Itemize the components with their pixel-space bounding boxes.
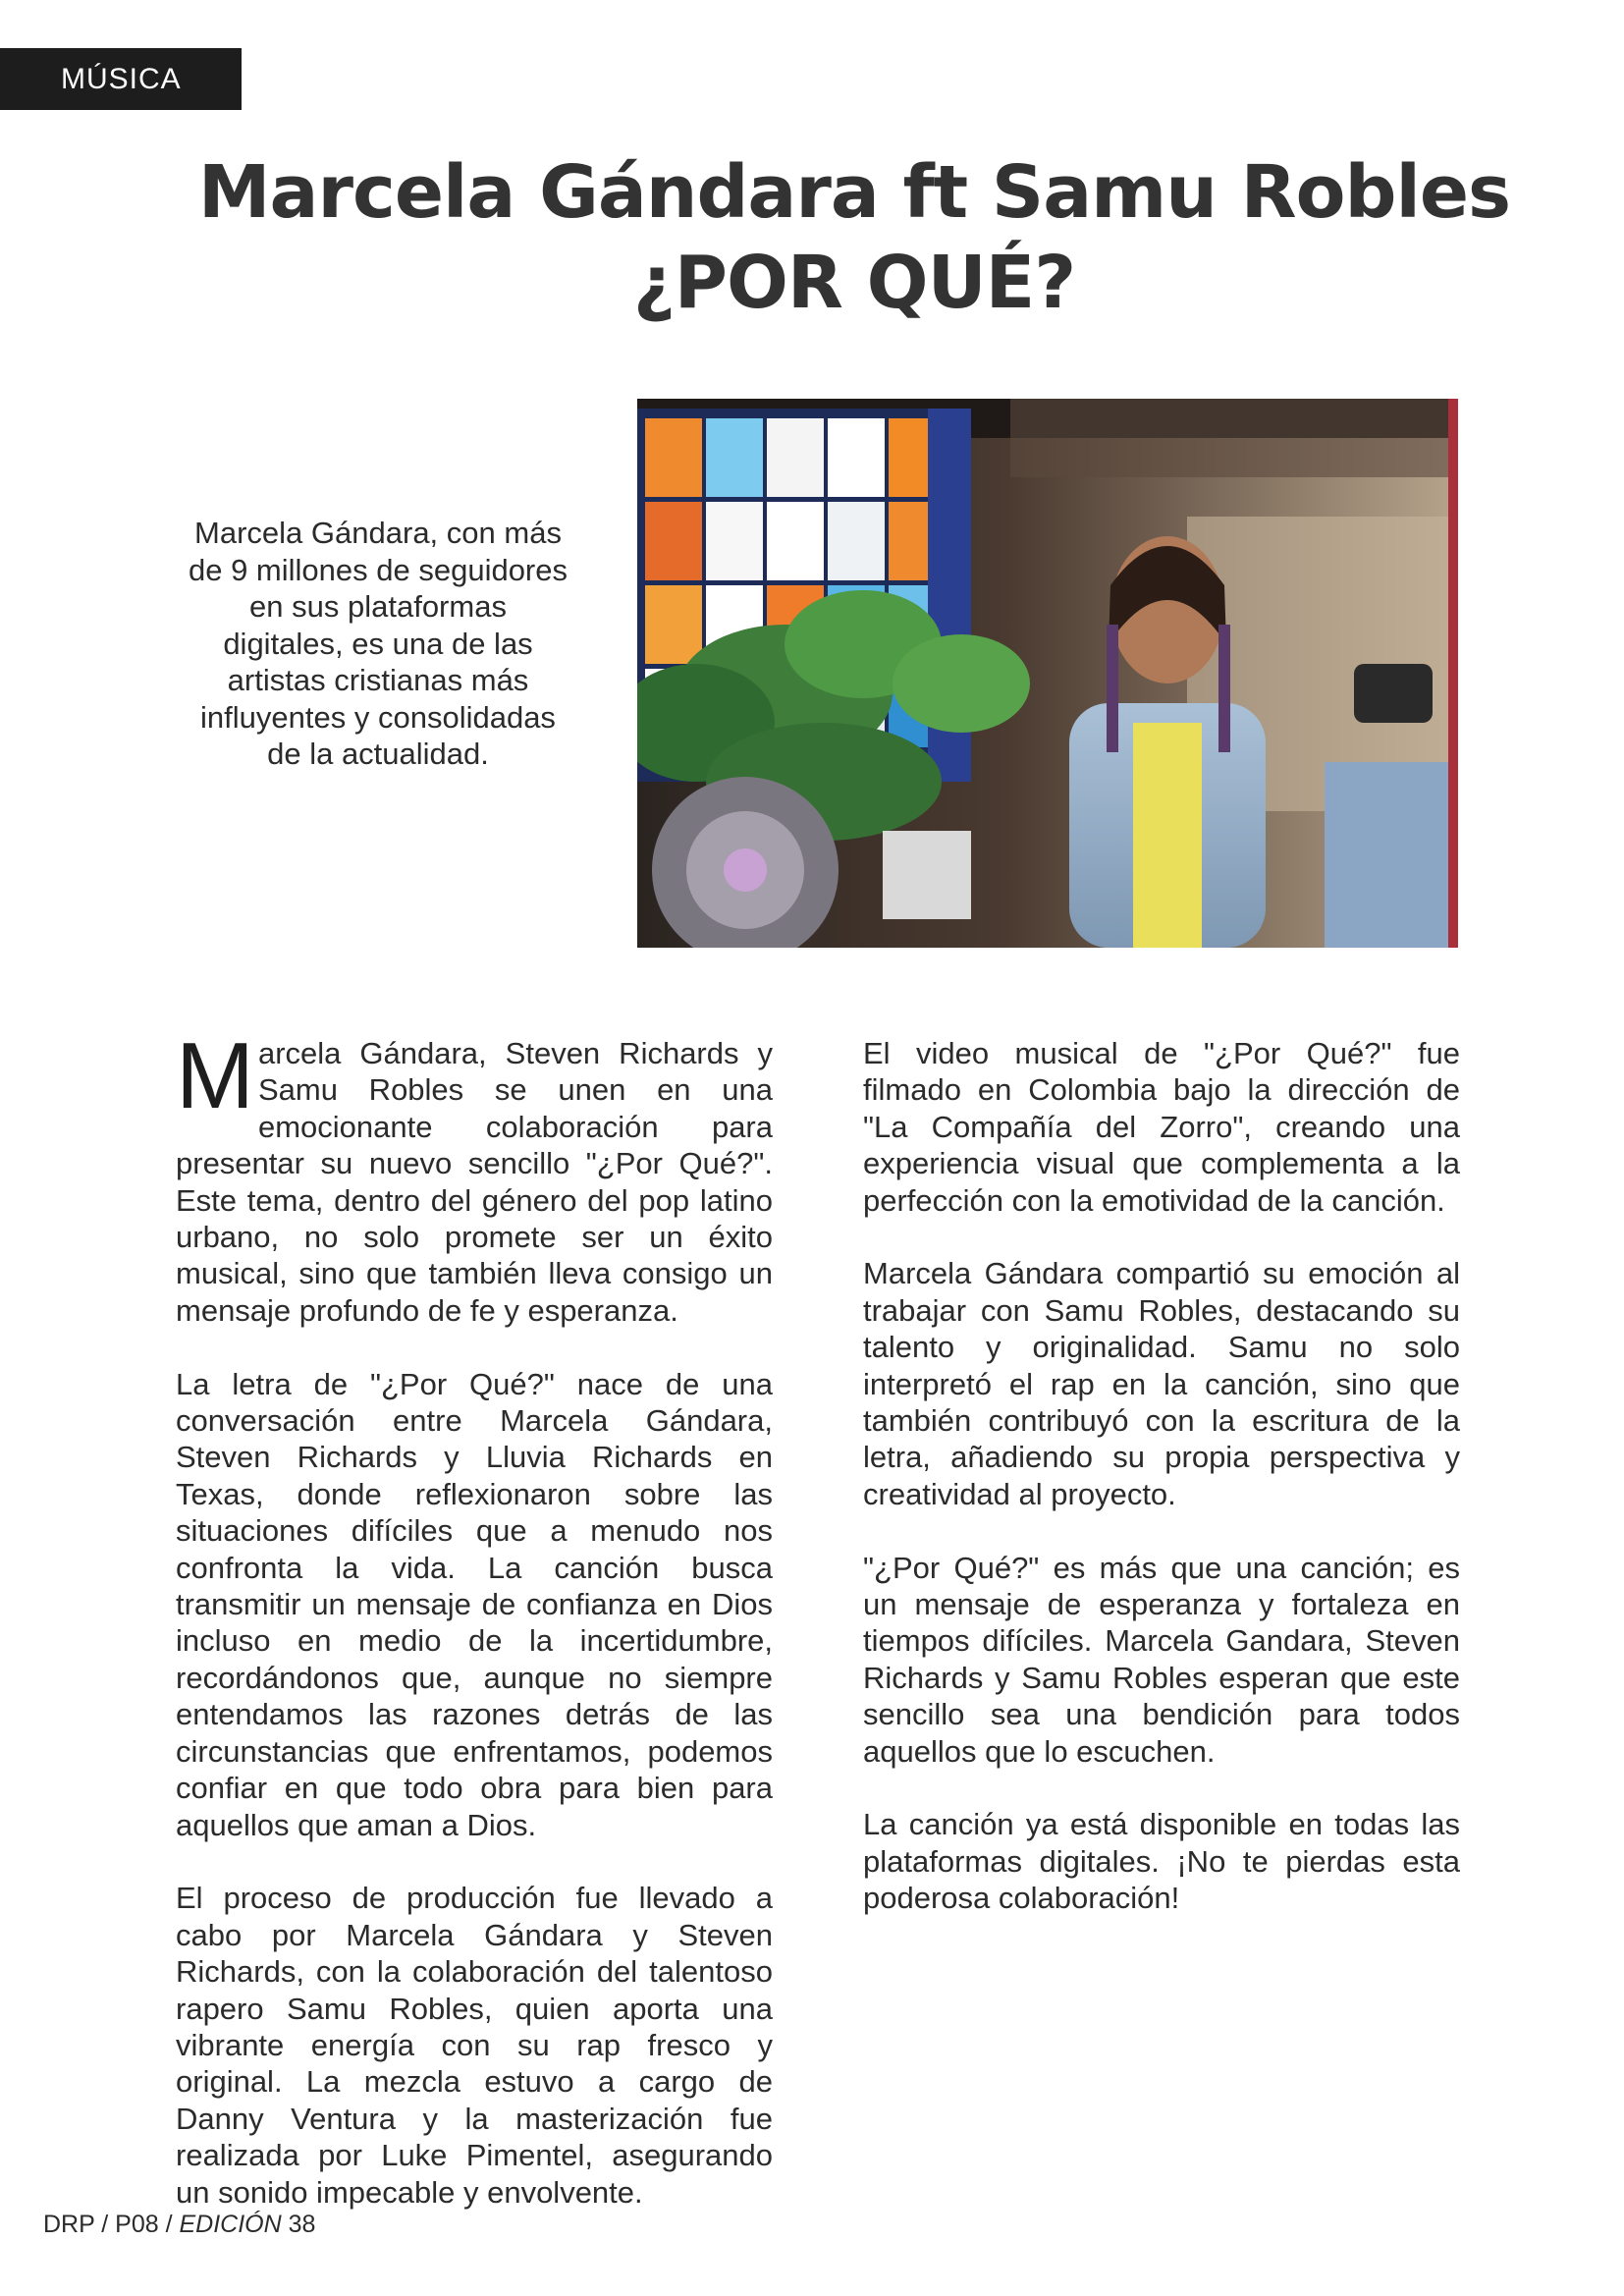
section-label-text: MÚSICA	[61, 62, 182, 95]
headline-line-1: Marcela Gándara ft Samu Robles	[197, 150, 1511, 235]
footer-edition-number: 38	[281, 2211, 316, 2238]
article-column-right	[863, 1035, 1460, 1953]
article-headline	[157, 147, 1551, 328]
section-label	[0, 48, 242, 110]
paragraph-1-text: arcela Gándara, Steven Richards y Samu Robles se unen en una emocionante colaboración para presentar su nuevo sencillo "¿Por Qué?". Este tema, dentro del género del pop latino urbano, no solo promete ser un éxito musical, sino que también lleva consigo un mensaje profundo de fe y esperanza.	[176, 1036, 773, 1328]
article-paragraph-4: El video musical de "¿Por Qué?" fue filmado en Colombia bajo la dirección de "La Compañía del Zorro", creando una experiencia visual que complementa a la perfección con la emotividad de la canción.	[863, 1036, 1460, 1218]
footer-edition-label: EDICIÓN	[179, 2211, 282, 2238]
article-photo	[637, 399, 1458, 948]
article-column-left	[176, 1023, 773, 2247]
footer-prefix: DRP / P08 /	[43, 2211, 180, 2238]
article-paragraph-3: El proceso de producción fue llevado a cabo por Marcela Gándara y Steven Richards, con la colaboración del talentoso rapero Samu Robles, quien aporta una vibrante energía con su rap fresco y original. La mezcla estuvo a cargo de Danny Ventura y la masterización fue realizada por Luke Pimentel, asegurando un sonido impecable y envolvente.	[176, 1881, 773, 2210]
article-paragraph-6: "¿Por Qué?" es más que una canción; es un mensaje de esperanza y fortaleza en tiempos difíciles. Marcela Gandara, Steven Richards y Samu Robles esperan que este sencillo sea una bendición para todos aquellos que lo escuchen.	[863, 1550, 1460, 1769]
article-paragraph-7: La canción ya está disponible en todas las plataformas digitales. ¡No te pierdas esta poderosa colaboración!	[863, 1807, 1460, 1916]
photo-caption: Marcela Gándara, con más de 9 millones de seguidores en sus plataformas digitales, es una de las artistas cristianas más influyentes y consolidadas de la actualidad.	[188, 516, 568, 771]
article-paragraph-2: La letra de "¿Por Qué?" nace de una conversación entre Marcela Gándara, Steven Richards y Lluvia Richards en Texas, donde reflexionaron sobre las situaciones difíciles que a menudo nos confronta la vida. La canción busca transmitir un mensaje de confianza en Dios incluso en medio de la incertidumbre, recordándonos que, aunque no siempre entendamos las razones detrás de las circunstancias que enfrentamos, podemos confiar en que todo obra para bien para aquellos que aman a Dios.	[176, 1366, 773, 1842]
headline-line-2: ¿POR QUÉ?	[632, 241, 1076, 325]
page-footer	[43, 2211, 315, 2239]
photo-illustration	[637, 399, 1458, 948]
article-paragraph-1	[176, 1023, 773, 1329]
drop-cap: M	[176, 1023, 254, 1128]
article-paragraph-5: Marcela Gándara compartió su emoción al trabajar con Samu Robles, destacando su talento y originalidad. Samu no solo interpretó el rap en la canción, sino que también contribuyó con la escritura de la letra, añadiendo su propia perspectiva y creatividad al proyecto.	[863, 1256, 1460, 1511]
